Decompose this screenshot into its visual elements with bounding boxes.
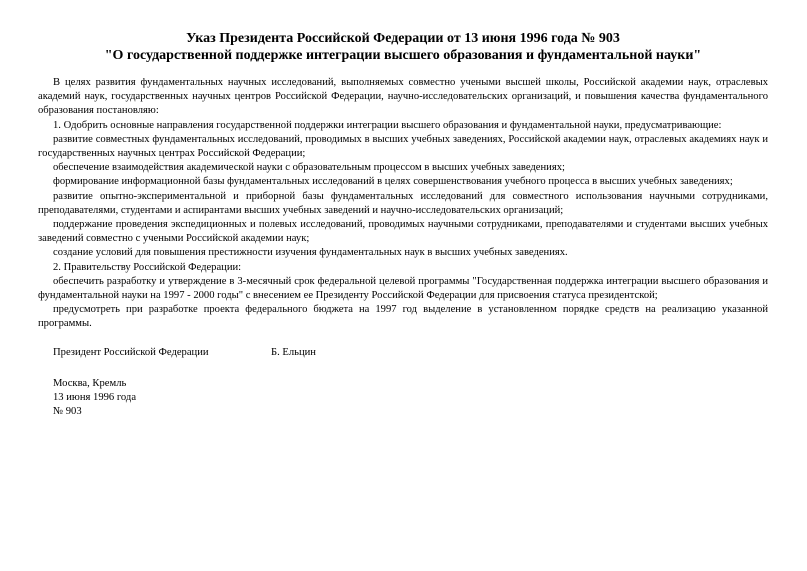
document-page [38,30,768,419]
title-line-1: Указ Президента Российской Федерации от 13 июня 1996 года № 903 [186,31,620,46]
paragraph-subitem: формирование информационной базы фундаментальных исследований в целях совершенствования учебного процесса в высших учебных заведениях; [53,176,733,188]
paragraph-subitem: развитие совместных фундаментальных исследований, проводимых в высших учебных заведениях, Российской академии наук, отраслевых академиях наук и государственных научных центрах Российской Федерации; [38,133,768,160]
paragraph-subitem: создание условий для повышения престижности изучения фундаментальных наук в высших учебных заведениях. [53,247,568,259]
signatory-name: Б. Ельцин [271,346,316,358]
paragraph-subitem: обеспечить разработку и утверждение в 3-месячный срок федеральной целевой программы "Государственная поддержка интеграции высшего образования и фундаментальной науки на 1997 - 2000 годы" с внесением ее Президенту Российской Федерации для присвоения статуса президентской; [38,275,768,302]
signing-place: Москва, Кремль [53,377,127,389]
signing-date: 13 июня 1996 года [53,391,137,403]
document-body [38,76,768,332]
place-and-date-block [38,377,768,420]
paragraph-subitem: предусмотреть при разработке проекта федерального бюджета на 1997 год выделение в установленном порядке средств на реализацию указанной программы. [38,304,768,330]
paragraph-subitem: обеспечение взаимодействия академической науки с образовательным процессом в высших учебных заведениях; [53,162,565,174]
decree-number: № 903 [53,406,82,418]
title-line-2: "О государственной поддержке интеграции высшего образования и фундаментальной науки" [104,48,702,63]
paragraph-preamble: В целях развития фундаментальных научных исследований, выполняемых совместно учеными высшей школы, Российской академии наук, отраслевых академий наук, государственных научных центров Российской Федерации, научно-исследовательских организаций, и повышения качества фундаментального образования постановляю: [38,77,768,117]
paragraph-item-1: 1. Одобрить основные направления государственной поддержки интеграции высшего образования и фундаментальной науки, предусматривающие: [53,119,722,131]
signature-block [38,346,768,360]
paragraph-subitem: поддержание проведения экспедиционных и полевых исследований, проводимых научными сотрудниками, преподавателями и студентами высших учебных заведений совместно с учеными Российской академии наук; [38,219,768,245]
paragraph-item-2: 2. Правительству Российской Федерации: [53,261,242,273]
paragraph-subitem: развитие опытно-экспериментальной и приборной базы фундаментальных исследований для совместного использования научными сотрудниками, преподавателями, студентами и аспирантами высших учебных заведений и научно-исследовательских организаций; [38,190,768,216]
document-title [38,30,768,64]
signatory-position: Президент Российской Федерации [53,346,209,358]
